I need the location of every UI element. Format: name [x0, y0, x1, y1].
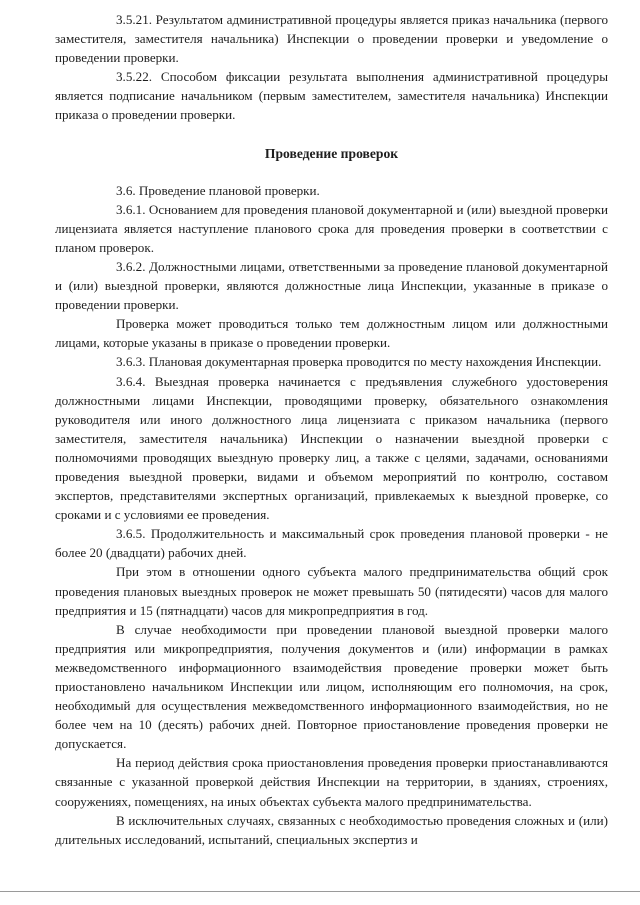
- paragraph-3-6: 3.6. Проведение плановой проверки.: [116, 182, 320, 198]
- paragraph-3-5-21: 3.5.21. Результатом административной процедуры является приказ начальника (первого заместителя, заместителя начальника) Инспекции о проведении проверки и уведомление о проведении проверки.: [55, 12, 608, 66]
- paragraph-3-6-1: 3.6.1. Основанием для проведения плановой документарной и (или) выездной проверки лицензиата является наступление планового срока для проведения проверки в соответствии с планом проверок.: [55, 201, 608, 255]
- page-bottom-rule: [0, 891, 640, 892]
- paragraph-exceptional-cases: В исключительных случаях, связанных с необходимостью проведения сложных и (или) длительных исследований, испытаний, специальных экспертиз и: [55, 812, 608, 847]
- paragraph-3-6-5: 3.6.5. Продолжительность и максимальный срок проведения плановой проверки - не более 20 (двадцати) рабочих дней.: [55, 526, 608, 561]
- paragraph-suspension-period: На период действия срока приостановления проведения проверки приостанавливаются связанные с указанной проверкой действия Инспекции на территории, в зданиях, строениях, сооружениях, помещениях, на иных объектах субъекта малого предпринимательства.: [55, 755, 608, 809]
- paragraph-3-6-4: 3.6.4. Выездная проверка начинается с предъявления служебного удостоверения должностными лицами Инспекции, проводящими проверку, обязательного ознакомления руководителя или иного должностного лица лицензиата с приказом начальника (первого заместителя, заместителя начальника) Инспекции о назначении выездной проверки с полномочиями проводящих выездную проверку лиц, а также с целями, задачами, основаниями проведения выездной проверки, видами и объемом мероприятий по контролю, составом экспертов, представителями экспертных организаций, привлекаемых к выездной проверке, со сроками и с условиями ее проведения.: [55, 373, 608, 523]
- paragraph-inspector-limit: Проверка может проводиться только тем должностным лицом или должностными лицами, которые указаны в приказе о проведении проверки.: [55, 316, 608, 351]
- paragraph-3-5-22: 3.5.22. Способом фиксации результата выполнения административной процедуры является подписание начальником (первым заместителем, заместителя начальника) Инспекции приказа о проведении проверки.: [55, 69, 608, 123]
- paragraph-3-6-3: 3.6.3. Плановая документарная проверка проводится по месту нахождения Инспекции.: [116, 354, 602, 370]
- section-heading: Проведение проверок: [264, 145, 399, 161]
- document-body: [55, 10, 608, 849]
- paragraph-3-6-2: 3.6.2. Должностными лицами, ответственными за проведение плановой документарной и (или) выездной проверки, являются должностные лица Инспекции, указанные в приказе о проведении проверки.: [55, 258, 608, 313]
- paragraph-suspension: В случае необходимости при проведении плановой выездной проверки малого предприятия или микропредприятия, получения документов и (или) информации в рамках межведомственного информационного взаимодействия проведение проверки может быть приостановлено начальником Инспекции или лицом, исполняющим его полномочия, на срок, необходимый для осуществления межведомственного информационного взаимодействия, но не более чем на 10 (десять) рабочих дней. Повторное приостановление проведения проверки не допускается.: [55, 621, 608, 752]
- paragraph-small-business-limit: При этом в отношении одного субъекта малого предпринимательства общий срок проведения плановых выездных проверок не может превышать 50 (пятидесяти) часов для малого предприятия и 15 (пятнадцати) часов для микропредприятия в год.: [55, 564, 608, 618]
